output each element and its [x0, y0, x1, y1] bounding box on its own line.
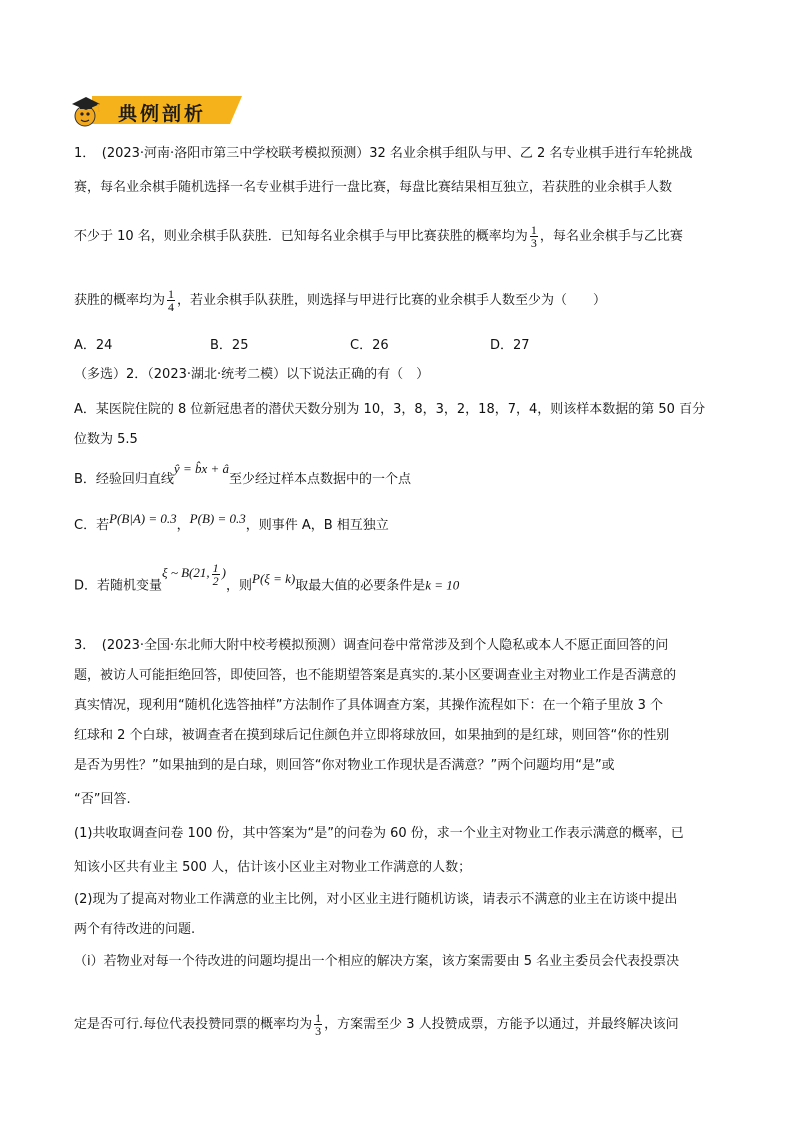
q3-last-a: 定是否可行.每位代表投赞同票的概率均为 — [74, 1017, 313, 1032]
frac-denominator: 2 — [212, 574, 219, 588]
q3-part-2-line-2: 两个有待改进的问题. — [74, 922, 196, 937]
q2-option-d-prefix: D．若随机变量 — [74, 578, 163, 594]
frac-denominator: 3 — [530, 236, 537, 250]
q2-option-c-sep: ， — [176, 518, 190, 533]
q1-line-3a: 不少于 10 名，则业余棋手队获胜．已知每名业余棋手与甲比赛获胜的概率均为 — [74, 229, 528, 244]
scholar-mascot-icon — [70, 92, 104, 128]
q1-line-4b: ，若业余棋手队获胜，则选择与甲进行比赛的业余棋手人数至少为（ ） — [177, 293, 607, 308]
frac-numerator: 1 — [168, 287, 175, 301]
q1-option-d: D．27 — [490, 338, 530, 353]
regression-formula: ŷ = b̂x + â — [173, 461, 230, 476]
binomial-fraction-half — [212, 562, 220, 587]
q1-line-3b: ，每名业余棋手与乙比赛 — [539, 229, 683, 244]
q2-option-d — [74, 561, 460, 599]
frac-denominator: 4 — [168, 300, 175, 314]
q1-line-2: 赛，每名业余棋手随机选择一名专业棋手进行一盘比赛，每盘比赛结果相互独立，若获胜的业余棋手人数 — [74, 180, 673, 195]
q1-line-1: 1． (2023·河南·洛阳市第三中学校联考模拟预测）32 名业余棋手组队与甲、乙 2 名专业棋手进行车轮挑战 — [74, 146, 693, 161]
probability-formula: P(B) = 0.3 — [189, 511, 246, 526]
frac-numerator: 1 — [212, 561, 219, 575]
q1-option-a: A．24 — [74, 338, 113, 353]
q1-fraction-one-fourth — [167, 288, 175, 313]
q1-option-b: B．25 — [210, 338, 249, 353]
q3-part-1-line-1: (1)共收取调查问卷 100 份，其中答案为“是”的问卷为 60 份，求一个业主对物业工作表示满意的概率，已 — [74, 826, 684, 841]
q1-line-4a: 获胜的概率均为 — [74, 293, 166, 308]
q3-line-3: 真实情况，现利用“随机化选答抽样”方法制作了具体调查方案，其操作流程如下：在一个箱子里放 3 个 — [74, 698, 664, 713]
q3-line-6: “否”回答. — [74, 792, 131, 807]
q3-part-2-line-1: (2)现为了提高对物业工作满意的业主比例，对小区业主进行随机访谈，请表示不满意的业主在访谈中提出 — [74, 892, 678, 907]
section-title: 典例剖析 — [118, 103, 207, 125]
q3-line-2: 题，被访人可能拒绝回答，即使回答，也不能期望答案是真实的.某小区要调查业主对物业工作是否满意的 — [74, 668, 677, 683]
q2-option-b-prefix: B．经验回归直线 — [74, 472, 174, 487]
q2-option-c-suffix: ，则事件 A，B 相互独立 — [245, 518, 389, 533]
q3-line-4: 红球和 2 个白球，被调查者在摸到球后记住颜色并立即将球放回，如果抽到的是红球，则回答“你的性别 — [74, 728, 670, 743]
q3-line-5: 是否为男性？”如果抽到的是白球，则回答“你对物业工作现状是否满意？”两个问题均用“是”或 — [74, 758, 615, 773]
q1-fraction-one-third — [530, 224, 538, 249]
binomial-formula-b: ) — [221, 565, 226, 581]
q2-option-a-line-2: 位数为 5.5 — [74, 432, 138, 447]
q2-option-b-suffix: 至少经过样本点数据中的一个点 — [229, 472, 412, 487]
frac-numerator: 1 — [530, 223, 537, 237]
q2-option-b — [74, 461, 412, 487]
q3-part-1-line-2: 知该小区共有业主 500 人，估计该小区业主对物业工作满意的人数； — [74, 860, 472, 875]
binomial-formula-a: ξ ~ B(21, — [162, 565, 210, 581]
q3-part-i-line-1: （i）若物业对每一个待改进的问题均提出一个相应的解决方案，该方案需要由 5 名业主委员会代表投票决 — [74, 954, 680, 969]
q1-option-c: C．26 — [350, 338, 389, 353]
q2-option-c — [74, 511, 389, 533]
section-banner — [70, 92, 248, 128]
q3-fraction-one-third — [314, 1012, 322, 1037]
q1-line-4 — [74, 288, 606, 313]
q3-line-1: 3． (2023·全国·东北师大附中校考模拟预测）调查问卷中常常涉及到个人隐私或本人不愿正面回答的问 — [74, 638, 669, 653]
binomial-formula — [162, 561, 226, 588]
probability-xi-formula: P(ξ = k) — [252, 571, 296, 587]
frac-numerator: 1 — [315, 1011, 322, 1025]
q2-option-a-line-1: A．某医院住院的 8 位新冠患者的潜伏天数分别为 10，3，8，3，2，18，7，4，则该样本数据的第 50 百分 — [74, 402, 706, 417]
q2-option-d-mid2: 取最大值的必要条件是 — [295, 578, 426, 594]
q2-option-c-prefix: C．若 — [74, 518, 110, 533]
frac-denominator: 3 — [315, 1024, 322, 1038]
k-equals-formula: k = 10 — [425, 577, 460, 593]
conditional-probability-formula: P(B|A) = 0.3 — [109, 511, 177, 526]
q2-stem: （多选）2．（2023·湖北·统考二模）以下说法正确的有（ ） — [74, 367, 430, 382]
q3-part-i-line-2 — [74, 1012, 679, 1037]
q3-last-b: ，方案需至少 3 人投赞成票，方能予以通过，并最终解决该问 — [324, 1017, 679, 1032]
q2-option-d-mid: ，则 — [225, 578, 252, 594]
q1-line-3 — [74, 224, 683, 249]
